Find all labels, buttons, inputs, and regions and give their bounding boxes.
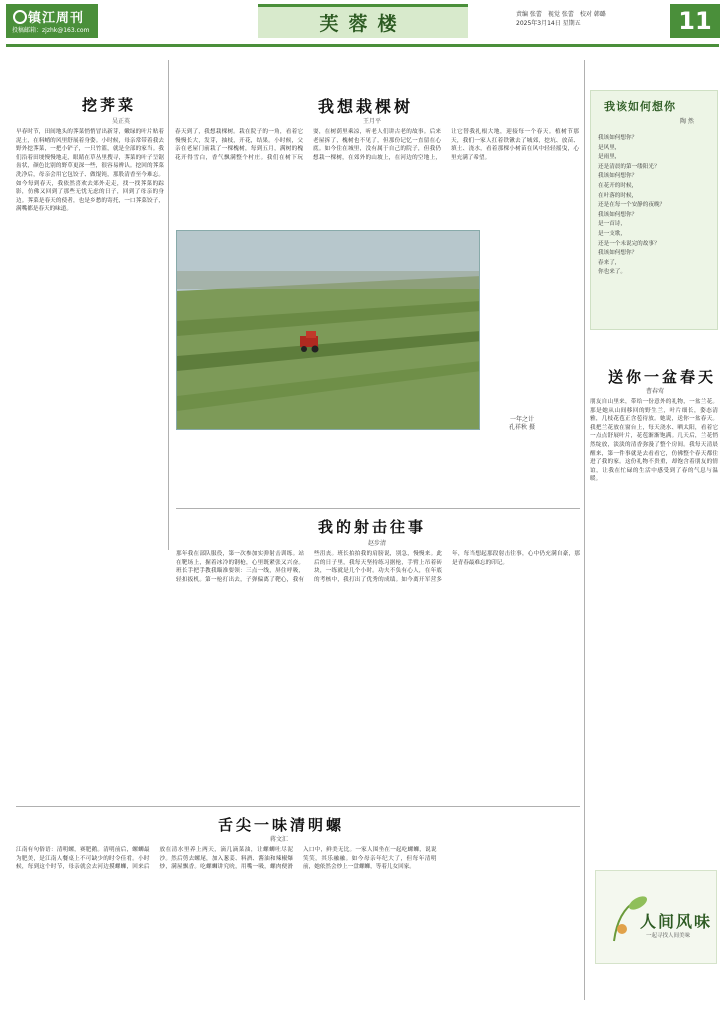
poem-author: 陶 然 bbox=[680, 118, 694, 125]
article-body: 早春时节，田间地头的荠菜悄悄冒出新芽，嫩绿的叶片贴着泥土，在料峭的风里舒展着身姿。小时候，母亲常带着我去野外挖荠菜，一把小铲子，一只竹篮，就是全部的家当。我们沿着田埂慢慢地走，眼睛在草丛里搜寻，荠菜的叶子呈锯齿状，颜色比别的野草更深一些，很容易辨认。挖回的荠菜洗净后，母亲会用它包饺子、做馄饨，那股清香至今难忘。如今每到春天，我依然喜欢去郊外走走，找一找荠菜的踪影，仿佛又回到了那些无忧无虑的日子，回到了母亲的身边。荠菜是春天的使者，也是乡愁的寄托，一口荠菜饺子，满嘴都是春天的味道。 bbox=[16, 129, 164, 213]
masthead bbox=[6, 4, 98, 38]
section-divider bbox=[16, 806, 580, 807]
page-number: 11 bbox=[670, 4, 720, 38]
poem-line: 在花开的时候， bbox=[598, 182, 638, 189]
article-byline: 吴正英 bbox=[112, 118, 131, 125]
photo-caption-title: 一年之计 bbox=[509, 416, 534, 423]
poem-line: 还是在每一个安静的夜晚？ bbox=[598, 202, 666, 209]
poem-line: 我该如何想你？ bbox=[598, 135, 638, 141]
article-title: 我的射击往事 bbox=[318, 518, 427, 536]
page-header bbox=[0, 0, 725, 44]
article-title: 我想栽棵树 bbox=[318, 97, 414, 116]
article-byline: 曹春莺 bbox=[646, 388, 665, 395]
poem-line: 是风里， bbox=[598, 144, 621, 151]
tractor-field-photo bbox=[176, 230, 480, 430]
poem-line: 我该如何想你？ bbox=[598, 173, 638, 180]
column-divider bbox=[168, 60, 169, 550]
poem-line: 是一首诗， bbox=[598, 221, 626, 228]
article-title: 送你一盆春天 bbox=[608, 368, 717, 386]
newspaper-logo-icon bbox=[13, 10, 27, 24]
poem-line: 是雨里， bbox=[598, 154, 621, 161]
article-body: 那年我在部队服役，第一次参加实弹射击训练。站在靶场上，握着冰冷的钢枪，心里既紧张又兴奋。班长手把手教我瞄准要领：三点一线，屏住呼吸，轻扣扳机。第一枪打出去，子弹偏离了靶心，我有些沮丧。班长拍拍我的肩膀说，别急，慢慢来。此后的日子里，我每天坚持练习据枪，手臂上吊着砖块，一练就是几个小时。功夫不负有心人，在年底的考核中，我打出了优秀的成绩。如今离开军营多年，每当想起那段射击往事，心中仍充满自豪，那是青春最难忘的印记。 bbox=[176, 551, 580, 583]
article-title: 舌尖一味清明螺 bbox=[218, 816, 345, 834]
poem-line: 还是清晨的第一缕阳光？ bbox=[598, 163, 660, 170]
section-banner: 芙蓉楼 bbox=[258, 4, 468, 38]
poem-line: 春来了， bbox=[598, 259, 621, 266]
photo-caption-credit: 孔祥秋 摄 bbox=[509, 424, 535, 431]
photo-caption bbox=[487, 416, 557, 432]
header-info bbox=[516, 10, 666, 28]
ad-subtitle: 一起寻找人间美味 bbox=[646, 933, 691, 939]
column-divider bbox=[584, 60, 585, 1000]
masthead-email: 投稿邮箱：zjzhk@163.com bbox=[12, 27, 90, 34]
ad-title: 人间风味 bbox=[640, 912, 713, 931]
header-rule bbox=[6, 44, 719, 47]
article-byline: 王月平 bbox=[363, 118, 382, 125]
article-byline: 赵步清 bbox=[368, 540, 387, 547]
ad-box bbox=[595, 870, 717, 964]
poem-lines bbox=[598, 134, 712, 278]
poem-line: 我该如何想你？ bbox=[598, 250, 638, 257]
masthead-name: 镇江周刊 bbox=[28, 11, 85, 26]
article-title: 挖荠菜 bbox=[82, 96, 137, 114]
date-line: 2025年3月14日 星期五 bbox=[516, 20, 581, 27]
poem-line: 还是一个未说完的故事？ bbox=[598, 240, 660, 247]
poem-line: 是一支歌， bbox=[598, 230, 626, 237]
poem-line: 我该如何想你？ bbox=[598, 211, 638, 218]
article-body: 朋友自山里来，带给一份意外的礼物，一盆兰花。那是她从山间移回的野生兰，叶片细长，姿态清雅，几枝花苞正含苞待放。她说，送你一盆春天。我把兰花放在窗台上，每天浇水、晒太阳，看着它一点点舒展叶片，花苞渐渐饱满。几天后，兰花悄然绽放，淡淡的清香弥漫了整个房间。我每天清晨醒来，第一件事就是去看看它，仿佛整个春天都住进了我的家。这份礼物不贵重，却饱含着朋友的情谊，让我在忙碌的生活中感受到了春的气息与温暖。 bbox=[590, 399, 718, 483]
article-byline: 蒋文汇 bbox=[270, 836, 289, 843]
article-body: 江南有句俗语：清明螺，赛肥鹅。清明前后，螺蛳最为肥美，是江南人餐桌上不可缺少的时令佳肴。小时候，每到这个时节，母亲就会去河边摸螺蛳，回来后放在清水里养上两天，滴几滴菜油，让螺蛳吐尽泥沙。然后剪去螺尾，加入葱姜、料酒、酱油和辣椒爆炒，满屋飘香。吃螺蛳讲究吮，用嘴一吸，螺肉便滑入口中，鲜美无比。一家人围坐在一起吃螺蛳，说说笑笑，其乐融融。如今母亲年纪大了，但每年清明前，她依然会炒上一盘螺蛳，等着儿女回家。 bbox=[16, 847, 437, 871]
section-divider bbox=[176, 508, 580, 509]
poem-line: 在叶落的时候， bbox=[598, 192, 638, 199]
editor-line: 责编 张蕾 视觉 张蕾 校对 韩璐 bbox=[516, 11, 606, 18]
poem-line: 你也来了。 bbox=[598, 269, 626, 276]
poem-title: 我该如何想你 bbox=[604, 100, 676, 113]
article-body: 春天到了，我想栽棵树。栽在院子的一角，看着它慢慢长大，发芽，抽枝，开花，结果。小时候，父亲在老屋门前栽了一棵槐树，每到五月，满树的槐花开得雪白，香气飘满整个村庄。我们在树下玩耍，在树荫里乘凉，听老人们讲古老的故事。后来老屋拆了，槐树也不见了，但那份记忆一直留在心底。如今住在城里，没有属于自己的院子，但我仍想栽一棵树，在郊外的山坡上，在河边的空地上，让它替我扎根大地，迎接每一个春天。植树节那天，我们一家人扛着铁锹去了城郊，挖坑、放苗、填土、浇水，看着那棵小树苗在风中轻轻摇曳，心里充满了希望。 bbox=[175, 129, 579, 161]
